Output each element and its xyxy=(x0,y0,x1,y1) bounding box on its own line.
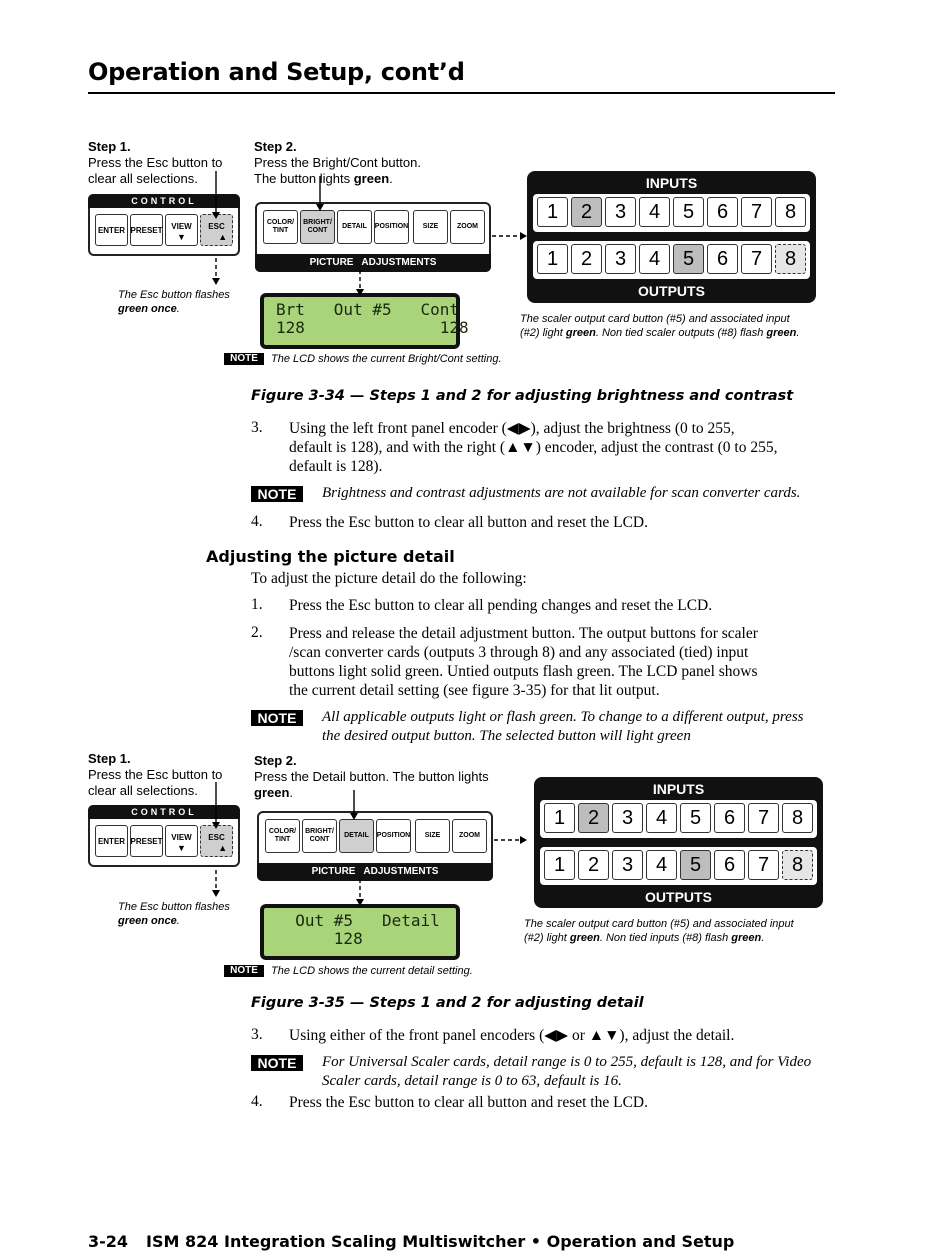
io-caption-green1: green xyxy=(565,327,596,339)
step-4-text: Press the Esc button to clear all button and reset the LCD. xyxy=(289,514,648,531)
inputs-label: INPUTS xyxy=(652,781,705,797)
step-3-text-a: Using either of the front panel encoders (◀▶ xyxy=(289,1027,572,1044)
note-badge: NOTE xyxy=(224,965,264,977)
output-key[interactable]: 8 xyxy=(775,244,806,274)
step-4-number: 4. xyxy=(251,1093,263,1110)
enter-button[interactable]: ENTER xyxy=(95,214,128,246)
io-caption-line1: The scaler output card button (#5) and associated input xyxy=(524,918,794,930)
input-key[interactable]: 8 xyxy=(775,197,806,227)
step-4-text: Press the Esc button to clear all button and reset the LCD. xyxy=(289,1094,648,1111)
esc-caption: The Esc button flashes green once. xyxy=(118,289,230,315)
input-key[interactable]: 5 xyxy=(673,197,704,227)
lcd-line-1: Brt Out #5 Cont xyxy=(276,300,460,319)
input-key[interactable]: 1 xyxy=(544,803,575,833)
output-key[interactable]: 4 xyxy=(639,244,670,274)
up-arrow-icon: ▲ xyxy=(218,232,228,242)
control-header: CONTROL xyxy=(88,194,240,208)
step-3-number: 3. xyxy=(251,419,263,436)
note-brightness: Brightness and contrast adjustments are not available for scan converter cards. xyxy=(322,485,801,501)
input-key[interactable]: 6 xyxy=(714,803,745,833)
page-title: Operation and Setup, cont’d xyxy=(88,58,465,86)
step-3-line1: Using the left front panel encoder (◀▶), adjust the brightness (0 to 255, xyxy=(289,420,735,437)
step1-heading: Step 1. xyxy=(88,139,131,154)
section-heading: Adjusting the picture detail xyxy=(206,547,455,566)
io-caption-line2b: . Non tied scaler outputs (#8) flash xyxy=(595,327,767,339)
view-label: VIEW xyxy=(171,832,192,842)
step2-green: green xyxy=(353,171,390,186)
step-3-text-or: or xyxy=(571,1027,585,1044)
size-button[interactable]: SIZE xyxy=(415,819,450,853)
output-key[interactable]: 4 xyxy=(646,850,677,880)
figure-3-35-caption: Figure 3-35 — Steps 1 and 2 for adjusting detail xyxy=(251,995,644,1011)
io-caption: The scaler output card button (#5) and associated input (#2) light green. Non tied inputs (#8) flash green. xyxy=(524,918,794,944)
outputs-label: OUTPUTS xyxy=(638,283,705,299)
preset-button[interactable]: PRESET xyxy=(130,214,163,246)
step-3-text-b: ▲▼), adjust the detail. xyxy=(584,1027,735,1044)
step-2-line1: Press and release the detail adjustment button. The output buttons for scaler xyxy=(289,625,758,642)
io-caption-green2: green xyxy=(731,932,762,944)
preset-button[interactable]: PRESET xyxy=(130,825,163,857)
step-2-line2: /scan converter cards (outputs 3 through 8) and any associated (tied) input xyxy=(289,644,749,661)
step-3-text xyxy=(289,1026,734,1045)
outputs-label: OUTPUTS xyxy=(645,889,712,905)
adjustments-footer: PICTURE ADJUSTMENTS xyxy=(257,863,493,881)
position-button[interactable]: POSITION xyxy=(376,819,411,853)
esc-caption-bold: green once xyxy=(118,303,177,315)
zoom-button[interactable]: ZOOM xyxy=(450,210,485,244)
input-key[interactable]: 3 xyxy=(605,197,636,227)
output-key[interactable]: 1 xyxy=(544,850,575,880)
down-arrow-icon: ▼ xyxy=(177,843,186,853)
step-3-number: 3. xyxy=(251,1026,263,1043)
step1-text: Press the Esc button to clear all selections. xyxy=(88,155,223,186)
io-caption-green1: green xyxy=(569,932,600,944)
inputs-label: INPUTS xyxy=(645,175,698,191)
output-key[interactable]: 2 xyxy=(578,850,609,880)
note-detail-range xyxy=(322,1053,842,1091)
input-key[interactable]: 7 xyxy=(748,803,779,833)
output-key[interactable]: 8 xyxy=(782,850,813,880)
output-key[interactable]: 1 xyxy=(537,244,568,274)
input-key[interactable]: 2 xyxy=(571,197,602,227)
output-key[interactable]: 5 xyxy=(680,850,711,880)
note-badge: NOTE xyxy=(251,486,303,502)
io-caption-line2b: . Non tied inputs (#8) flash xyxy=(599,932,732,944)
page-footer xyxy=(88,1232,734,1251)
page-number: 3-24 xyxy=(88,1232,129,1251)
note-detail-line2: Scaler cards, detail range is 0 to 63, default is 16. xyxy=(322,1073,622,1089)
step2-heading: Step 2. xyxy=(254,139,297,154)
note-detail-line1: For Universal Scaler cards, detail range is 0 to 255, default is 128, and for Video xyxy=(322,1054,812,1070)
step2-heading: Step 2. xyxy=(254,753,297,768)
esc-caption: The Esc button flashes green once. xyxy=(118,901,230,927)
figure-3-34-caption: Figure 3-34 — Steps 1 and 2 for adjusting brightness and contrast xyxy=(251,388,794,404)
fig35-note-text: The LCD shows the current detail setting. xyxy=(271,965,473,977)
input-key[interactable]: 6 xyxy=(707,197,738,227)
esc-caption-bold: green once xyxy=(118,915,177,927)
lcd-line-2: 128 xyxy=(276,929,363,948)
output-key[interactable]: 6 xyxy=(714,850,745,880)
footer-title: ISM 824 Integration Scaling Multiswitcher • Operation and Setup xyxy=(146,1232,735,1251)
fig35-step2: Step 2. Press the Detail button. The button lights green. xyxy=(254,753,489,800)
note-badge: NOTE xyxy=(224,353,264,365)
step-1-text: Press the Esc button to clear all pending changes and reset the LCD. xyxy=(289,597,713,614)
output-key[interactable]: 5 xyxy=(673,244,704,274)
input-key[interactable]: 3 xyxy=(612,803,643,833)
step1-text: Press the Esc button to clear all selections. xyxy=(88,767,223,798)
bright-cont-button[interactable]: BRIGHT/ CONT xyxy=(300,210,335,244)
output-key[interactable]: 6 xyxy=(707,244,738,274)
step2-green: green xyxy=(254,785,290,800)
io-caption-line2a: (#2) light xyxy=(520,327,566,339)
io-caption-green2: green xyxy=(766,327,797,339)
esc-label: ESC xyxy=(208,832,225,842)
note-outputs-line1: All applicable outputs light or flash green. To change to a different output, press xyxy=(322,709,804,725)
view-label: VIEW xyxy=(171,221,192,231)
control-header: CONTROL xyxy=(88,805,240,819)
color-tint-button[interactable]: COLOR/ TINT xyxy=(263,210,298,244)
step-3-line2: default is 128), and with the right (▲▼) encoder, adjust the contrast (0 to 255, xyxy=(289,439,778,456)
position-button[interactable]: POSITION xyxy=(374,210,409,244)
io-caption-line1: The scaler output card button (#5) and associated input xyxy=(520,313,790,325)
esc-label: ESC xyxy=(208,221,225,231)
note-badge: NOTE xyxy=(251,710,303,726)
input-key[interactable]: 4 xyxy=(639,197,670,227)
step-3-line3: default is 128). xyxy=(289,458,383,475)
input-key[interactable]: 2 xyxy=(578,803,609,833)
step-2-line3: buttons light solid green. Untied outputs flash green. The LCD panel shows xyxy=(289,663,758,680)
zoom-button[interactable]: ZOOM xyxy=(452,819,487,853)
step1-heading: Step 1. xyxy=(88,751,131,766)
enter-button[interactable]: ENTER xyxy=(95,825,128,857)
step2-text: Press the Bright/Cont button. The button lights xyxy=(254,155,421,186)
section-intro: To adjust the picture detail do the following: xyxy=(251,570,527,587)
detail-button[interactable]: DETAIL xyxy=(337,210,372,244)
esc-caption-text: The Esc button flashes xyxy=(118,289,230,301)
step2-text: Press the Detail button. The button lights xyxy=(254,769,489,784)
output-key[interactable]: 2 xyxy=(571,244,602,274)
up-arrow-icon: ▲ xyxy=(218,843,228,853)
input-key[interactable]: 5 xyxy=(680,803,711,833)
output-key[interactable]: 7 xyxy=(748,850,779,880)
detail-button[interactable]: DETAIL xyxy=(339,819,374,853)
size-button[interactable]: SIZE xyxy=(413,210,448,244)
fig34-step2: Step 2. Press the Bright/Cont button. The button lights green. xyxy=(254,139,421,186)
note-badge: NOTE xyxy=(251,1055,303,1071)
input-key[interactable]: 8 xyxy=(782,803,813,833)
fig34-note-text: The LCD shows the current Bright/Cont setting. xyxy=(271,353,502,365)
step-4-number: 4. xyxy=(251,513,263,530)
output-key[interactable]: 3 xyxy=(605,244,636,274)
input-key[interactable]: 1 xyxy=(537,197,568,227)
step-1-number: 1. xyxy=(251,596,263,613)
input-key[interactable]: 4 xyxy=(646,803,677,833)
down-arrow-icon: ▼ xyxy=(177,232,186,242)
output-key[interactable]: 3 xyxy=(612,850,643,880)
output-key[interactable]: 7 xyxy=(741,244,772,274)
esc-caption-text: The Esc button flashes xyxy=(118,901,230,913)
color-tint-button[interactable]: COLOR/ TINT xyxy=(265,819,300,853)
step-2-line4: the current detail setting (see figure 3-35) for that lit output. xyxy=(289,682,660,699)
lcd-line-2: 128 128 xyxy=(276,318,469,337)
io-caption-line2a: (#2) light xyxy=(524,932,570,944)
lcd-line-1: Out #5 Detail xyxy=(276,911,440,930)
note-outputs-line2: the desired output button. The selected button will light green xyxy=(322,728,691,744)
adjustments-footer: PICTURE ADJUSTMENTS xyxy=(255,254,491,272)
step-2-number: 2. xyxy=(251,624,263,641)
io-caption: The scaler output card button (#5) and associated input (#2) light green. Non tied scaler outputs (#8) flash green. xyxy=(520,313,800,339)
input-key[interactable]: 7 xyxy=(741,197,772,227)
bright-cont-button[interactable]: BRIGHT/ CONT xyxy=(302,819,337,853)
